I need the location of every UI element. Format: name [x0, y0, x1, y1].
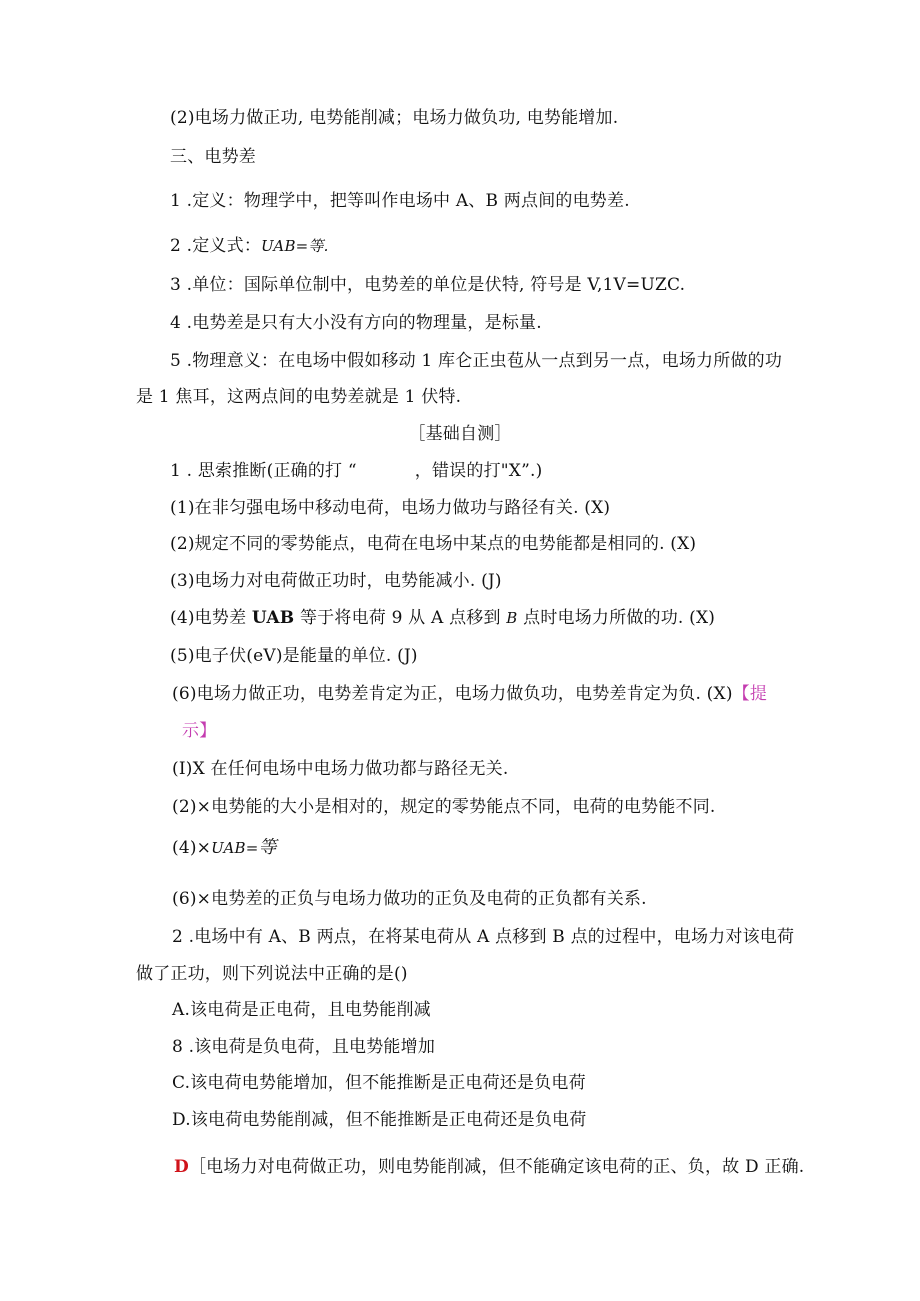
section-heading: ［基础自测］ [408, 424, 512, 444]
text-line: (I)X 在任何电场中电场力做功都与路径无关. [172, 759, 509, 779]
text-segment: (4)电势差 [170, 608, 252, 628]
text-line [172, 836, 277, 860]
text-line: 是 1 焦耳，这两点间的电势差就是 1 伏特. [136, 387, 462, 407]
text-segment: 点时电场力所做的功. (X) [517, 608, 716, 628]
option-c: C.该电荷电势能增加，但不能推断是正电荷还是负电荷 [172, 1073, 586, 1093]
text-line: 做了正功，则下列说法中正确的是() [136, 964, 408, 984]
option-a: A.该电荷是正电荷，且电势能削减 [172, 1000, 431, 1020]
text-line: (2)电场力做正功, 电势能削减；电场力做负功, 电势能增加. [170, 108, 619, 128]
text-line [170, 234, 329, 258]
text-line: (3)电场力对电荷做正功时，电势能减小. (J) [170, 571, 502, 591]
formula: UAB [251, 608, 295, 628]
answer-letter: D [174, 1157, 189, 1177]
text-segment: (6)电场力做正功，电势差肯定为正，电场力做负功，电势差肯定为负. (X) [172, 684, 733, 704]
formula: UAB= [211, 839, 259, 857]
text-line: 4 .电势差是只有大小没有方向的物理量，是标量. [170, 313, 542, 333]
text-line: 3 .单位：国际单位制中，电势差的单位是伏特, 符号是 V,1V=UZC. [170, 275, 686, 295]
text-line: (6)×电势差的正负与电场力做功的正负及电荷的正负都有关系. [172, 889, 647, 909]
text-line: 2 .电场中有 A、B 两点，在将某电荷从 A 点移到 B 点的过程中，电场力对该电荷 [172, 927, 795, 947]
text-segment: ［电场力对电荷做正功，则电势能削减，但不能确定该电荷的正、负，故 D 正确. [188, 1157, 805, 1177]
option-b: 8 .该电荷是负电荷，且电势能增加 [172, 1037, 436, 1057]
text-segment: ，错误的打"X”.) [414, 461, 543, 481]
formula: 等 [258, 837, 277, 858]
formula: B [506, 609, 518, 627]
text-line [170, 606, 715, 630]
text-segment: 1 . 思索推断(正确的打 “ [170, 461, 357, 481]
text-line: (1)在非匀强电场中移动电荷，电场力做功与路径有关. (X) [170, 498, 611, 518]
section-heading: 三、电势差 [170, 147, 256, 167]
text-line: (5)电子伏(eV)是能量的单位. (J) [170, 646, 418, 666]
text-line: (2)规定不同的零势能点，电荷在电场中某点的电势能都是相同的. (X) [170, 534, 697, 554]
text-line [170, 459, 542, 483]
text-segment: (4)× [172, 838, 212, 858]
text-segment: 2 .定义式： [170, 236, 262, 256]
answer-line [174, 1155, 804, 1179]
text-line [172, 682, 767, 706]
option-d: D.该电荷电势能削减，但不能推断是正电荷还是负电荷 [172, 1110, 587, 1130]
formula: UAB=等. [261, 237, 329, 255]
text-line: (2)×电势能的大小是相对的，规定的零势能点不同，电荷的电势能不同. [172, 797, 716, 817]
text-line: 1 .定义：物理学中，把等叫作电场中 A、B 两点间的电势差. [170, 191, 630, 211]
text-segment: 等于将电荷 9 从 A 点移到 [294, 608, 507, 628]
hint-tag: 【提 [732, 684, 768, 704]
hint-tag: 示】 [182, 721, 217, 741]
text-line: 5 .物理意义：在电场中假如移动 1 库仑正虫苞从一点到另一点，电场力所做的功 [170, 351, 783, 371]
